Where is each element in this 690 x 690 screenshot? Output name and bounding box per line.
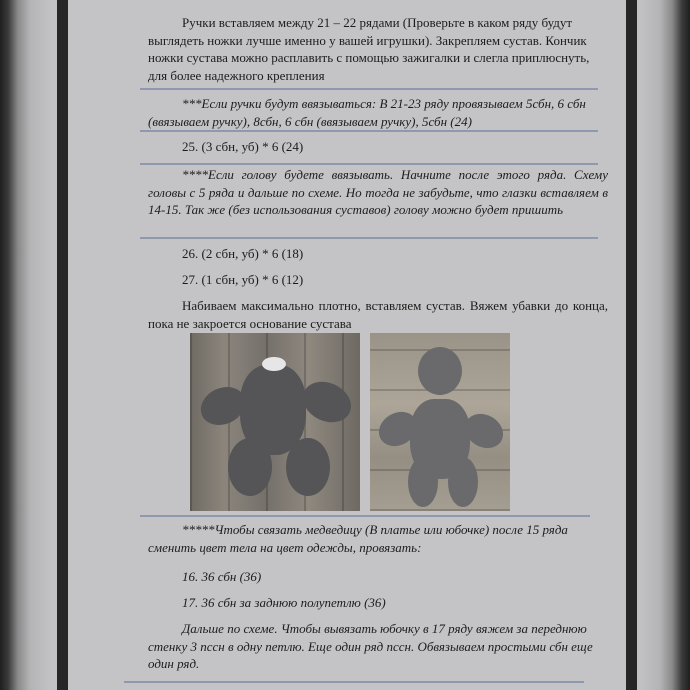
separator-line [124, 681, 584, 683]
separator-line [140, 237, 598, 239]
row-17: 17. 36 сбн за заднюю полупетлю (36) [182, 595, 386, 610]
joint-stuffing [262, 357, 286, 371]
photo-bear-body-front [190, 333, 360, 511]
bear-head-shape [418, 347, 462, 395]
bear-leg-shape [448, 457, 478, 507]
row-26: 26. (2 сбн, уб) * 6 (18) [182, 246, 304, 261]
bear-leg-shape [228, 438, 272, 496]
document-page [68, 0, 626, 690]
left-frame-bar [57, 0, 68, 690]
bear-leg-shape [286, 438, 330, 496]
paragraph-skirt: Дальше по схеме. Чтобы вывязать юбочку в 17 ряду вяжем за переднюю стенку 3 пссн в одну петлю. Еще один ряд пссн. Обвязываем простыми сбн еще один ряд. [148, 621, 593, 671]
note-arms: ***Если ручки будут ввязываться: В 21-23 ряду провязываем 5сбн, 6 сбн (ввязываем ручку), 8сбн, 6 сбн (ввязываем ручку), 5сбн (24) [148, 96, 586, 129]
separator-line [140, 88, 598, 90]
bear-leg-shape [408, 457, 438, 507]
row-16: 16. 36 сбн (36) [182, 569, 262, 584]
paragraph-stuffing: Набиваем максимально плотно, вставляем сустав. Вяжем убавки до конца, пока не закроется основание сустава [148, 298, 608, 331]
right-frame-bar [626, 0, 637, 690]
separator-line [140, 515, 590, 517]
note-dress: *****Чтобы связать медведицу (В платье или юбочке) после 15 ряда сменить цвет тела на цвет одежды, провязать: [148, 522, 568, 555]
separator-line [140, 130, 598, 132]
separator-line [140, 163, 598, 165]
row-25: 25. (3 сбн, уб) * 6 (24) [182, 139, 304, 154]
row-27: 27. (1 сбн, уб) * 6 (12) [182, 272, 304, 287]
photo-bear-body-back [370, 333, 510, 511]
paragraph-arms-placement: Ручки вставляем между 21 – 22 рядами (Проверьте в каком ряду будут выглядеть ножки лучше именно у вашей игрушки). Закрепляем сустав. Кончик ножки сустава можно расплавить с помощью зажигалки и слегла приплюснуть, для более надежного крепления [148, 15, 590, 83]
note-head: ****Если голову будете ввязывать. Начните после этого ряда. Схему головы с 5 ряда и дальше по схеме. Но тогда не забудьте, что глазки вставляем в 14-15. Так же (без использования суставов) голову можно будет пришить [148, 167, 608, 217]
